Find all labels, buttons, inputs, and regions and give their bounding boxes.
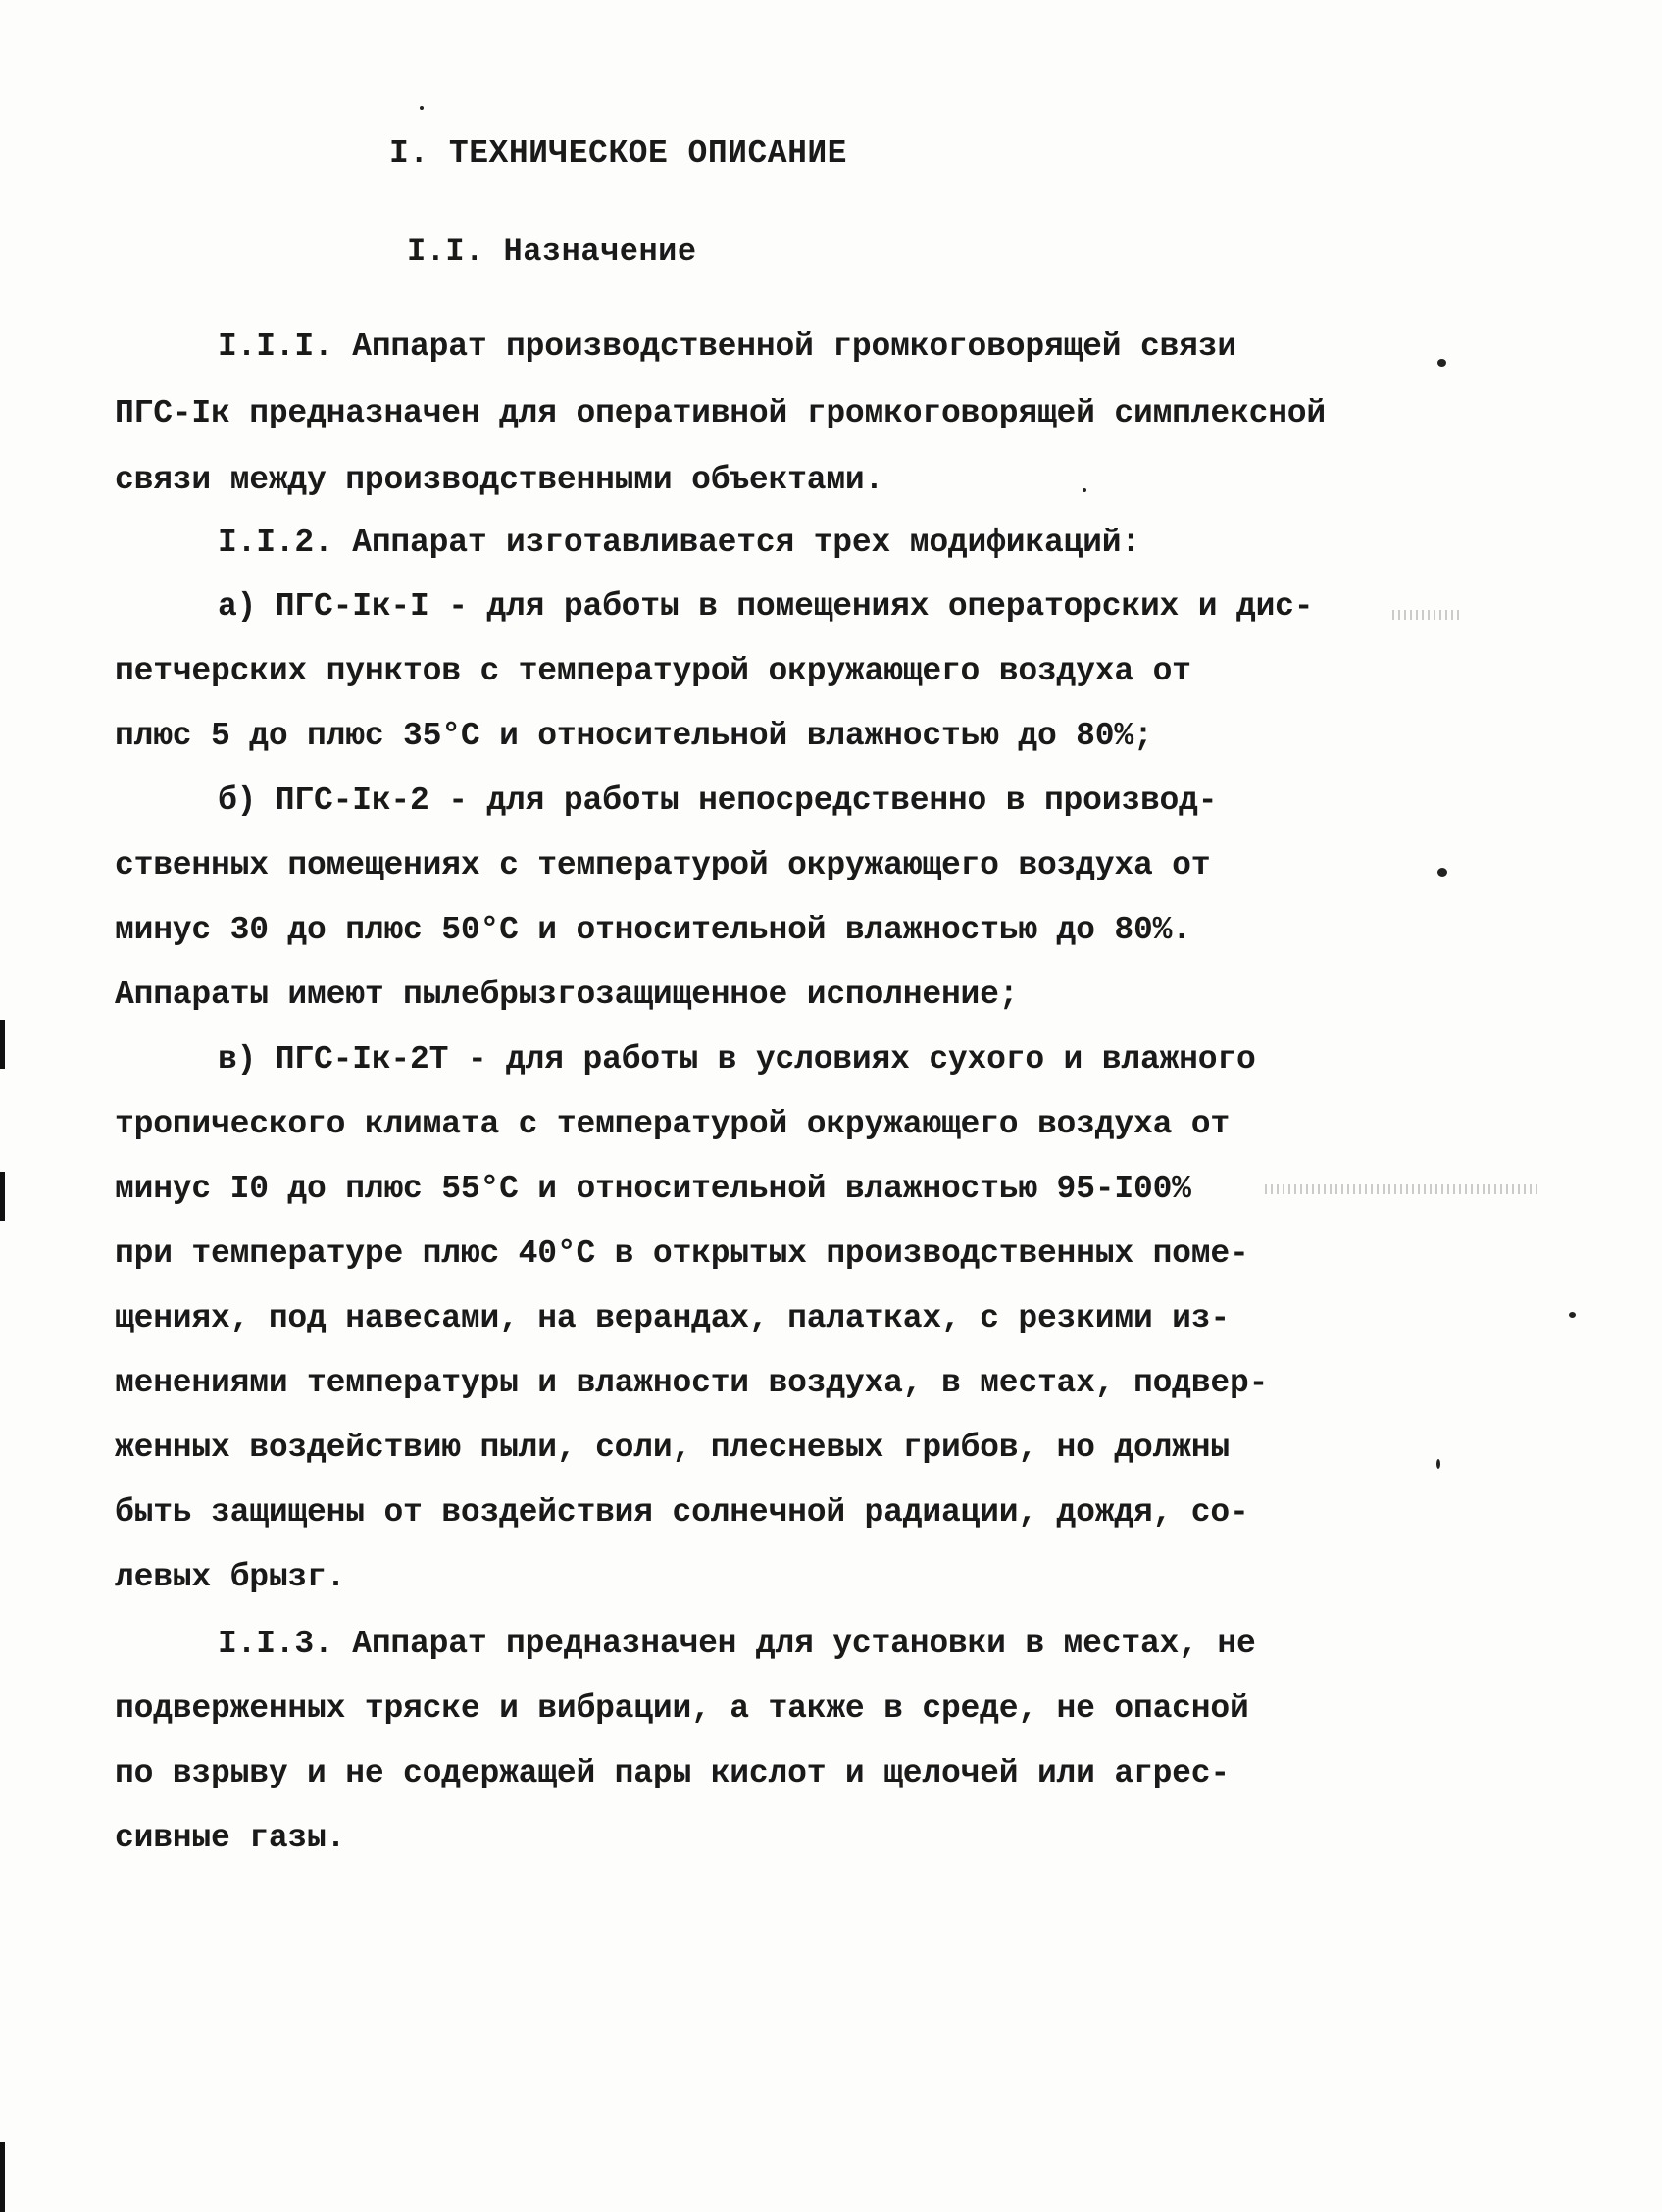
text-line: тропического климата с температурой окружающего воздуха от <box>115 1106 1230 1142</box>
section-title: I. ТЕХНИЧЕСКОЕ ОПИСАНИЕ <box>389 135 847 172</box>
text-line: Аппараты имеют пылебрызгозащищенное исполнение; <box>115 977 1019 1013</box>
text-line: при температуре плюс 40°С в открытых производственных поме- <box>115 1235 1249 1272</box>
scan-noise <box>1265 1184 1539 1194</box>
text-line: петчерских пунктов с температурой окружающего воздуха от <box>115 653 1191 689</box>
text-line: женных воздействию пыли, соли, плесневых грибов, но должны <box>115 1430 1230 1466</box>
text-line: I.I.3. Аппарат предназначен для установки в местах, не <box>218 1626 1256 1662</box>
subsection-title: I.I. Назначение <box>407 233 697 270</box>
scan-edge-mark <box>0 1020 5 1069</box>
text-line: щениях, под навесами, на верандах, палатках, с резкими из- <box>115 1300 1230 1336</box>
text-line: подверженных тряске и вибрации, а также в среде, не опасной <box>115 1690 1249 1727</box>
text-line: ПГС-Iк предназначен для оперативной громкоговорящей симплексной <box>115 395 1327 431</box>
text-line: быть защищены от воздействия солнечной радиации, дождя, со- <box>115 1494 1249 1531</box>
scan-speck <box>1083 488 1086 492</box>
text-line: а) ПГС-Iк-I - для работы в помещениях операторских и дис- <box>218 588 1314 625</box>
text-line: минус I0 до плюс 55°С и относительной влажностью 95-I00% <box>115 1171 1191 1207</box>
text-line: по взрыву и не содержащей пары кислот и щелочей или агрес- <box>115 1755 1230 1791</box>
text-line: минус 30 до плюс 50°С и относительной влажностью до 80%. <box>115 912 1191 948</box>
scan-edge-mark <box>0 2142 5 2212</box>
text-line: сивные газы. <box>115 1820 346 1856</box>
text-line: связи между производственными объектами. <box>115 462 884 498</box>
text-line: в) ПГС-Iк-2Т - для работы в условиях сухого и влажного <box>218 1041 1256 1078</box>
scan-speck <box>420 106 424 110</box>
scan-noise <box>1392 610 1461 620</box>
text-line: менениями температуры и влажности воздуха, в местах, подвер- <box>115 1365 1269 1401</box>
scan-speck <box>1437 359 1446 367</box>
text-line: I.I.2. Аппарат изготавливается трех модификаций: <box>218 525 1140 561</box>
text-line: левых брызг. <box>115 1559 346 1595</box>
scan-speck <box>1569 1312 1576 1318</box>
text-line: I.I.I. Аппарат производственной громкоговорящей связи <box>218 328 1236 365</box>
text-line: б) ПГС-Iк-2 - для работы непосредственно в производ- <box>218 782 1218 819</box>
scan-speck <box>1436 1459 1440 1469</box>
text-line: плюс 5 до плюс 35°С и относительной влажностью до 80%; <box>115 718 1153 754</box>
scan-speck <box>1437 868 1447 877</box>
text-line: ственных помещениях с температурой окружающего воздуха от <box>115 847 1211 883</box>
scan-edge-mark <box>0 1172 5 1221</box>
